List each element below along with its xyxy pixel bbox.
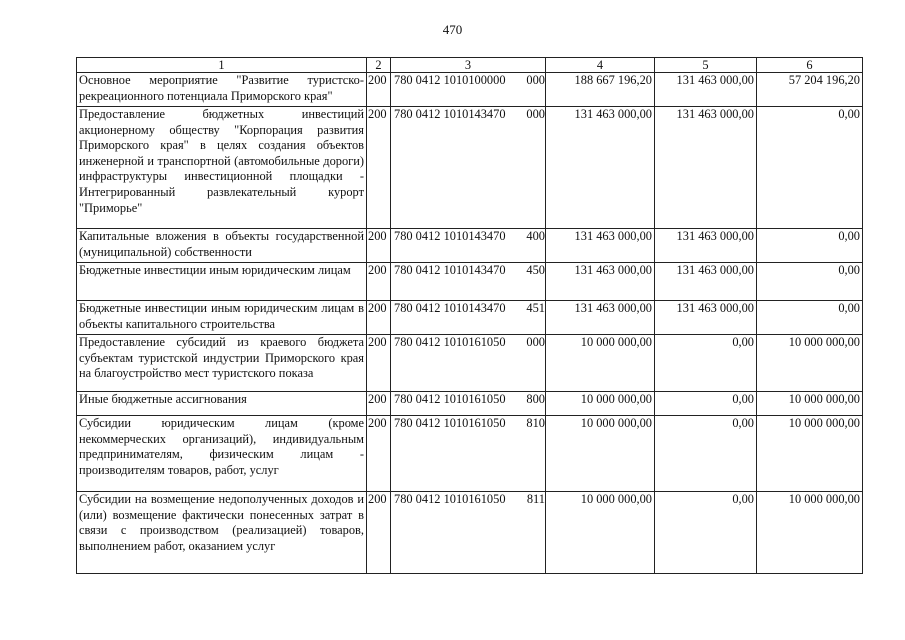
row-amount-col5: 131 463 000,00: [655, 229, 757, 263]
row-amount-col4: 131 463 000,00: [546, 301, 655, 335]
row-admin-code: 200: [367, 335, 391, 392]
table-header-row: [77, 58, 863, 73]
row-classification-code: [391, 492, 546, 574]
row-description: Иные бюджетные ассигнования: [77, 392, 367, 416]
row-amount-col6: 0,00: [757, 229, 863, 263]
row-description: Субсидии юридическим лицам (кроме некоммерческих организаций), индивидуальным предпринимателям, физическим лицам - производителям товаров, работ, услуг: [77, 416, 367, 492]
row-amount-col6: 10 000 000,00: [757, 416, 863, 492]
row-amount-col4: 188 667 196,20: [546, 73, 655, 107]
row-classification-code: [391, 416, 546, 492]
row-classification-code: [391, 229, 546, 263]
row-amount-col6: 0,00: [757, 107, 863, 229]
row-amount-col4: 10 000 000,00: [546, 416, 655, 492]
row-amount-col5: 0,00: [655, 492, 757, 574]
row-amount-col6: 57 204 196,20: [757, 73, 863, 107]
table-row: [77, 107, 863, 229]
row-amount-col5: 0,00: [655, 392, 757, 416]
row-expense-type: 000: [526, 73, 545, 87]
row-admin-code: 200: [367, 301, 391, 335]
column-header: 5: [655, 58, 757, 73]
table-row: [77, 229, 863, 263]
row-amount-col6: 10 000 000,00: [757, 392, 863, 416]
row-admin-code: 200: [367, 73, 391, 107]
row-description: Бюджетные инвестиции иным юридическим лицам: [77, 263, 367, 301]
row-amount-col4: 10 000 000,00: [546, 392, 655, 416]
row-section-code: 780 0412 1010161050: [394, 335, 506, 349]
row-admin-code: 200: [367, 263, 391, 301]
row-expense-type: 811: [526, 492, 545, 506]
row-admin-code: 200: [367, 492, 391, 574]
row-amount-col5: 0,00: [655, 335, 757, 392]
table-row: [77, 416, 863, 492]
row-expense-type: 000: [526, 107, 545, 121]
table-row: [77, 392, 863, 416]
row-section-code: 780 0412 1010161050: [394, 492, 506, 506]
column-header: 2: [367, 58, 391, 73]
row-admin-code: 200: [367, 229, 391, 263]
column-header: 3: [391, 58, 546, 73]
row-classification-code: [391, 335, 546, 392]
row-description: Капитальные вложения в объекты государственной (муниципальной) собственности: [77, 229, 367, 263]
row-amount-col6: 0,00: [757, 263, 863, 301]
column-header: 4: [546, 58, 655, 73]
row-amount-col6: 10 000 000,00: [757, 492, 863, 574]
table-row: [77, 492, 863, 574]
row-description: Субсидии на возмещение недополученных доходов и (или) возмещение фактически понесенных затрат в связи с производством (реализацией) товаров, выполнением работ, оказанием услуг: [77, 492, 367, 574]
row-amount-col5: 131 463 000,00: [655, 301, 757, 335]
row-amount-col4: 131 463 000,00: [546, 229, 655, 263]
page-number: 470: [442, 22, 463, 37]
row-expense-type: 000: [526, 335, 545, 349]
row-classification-code: [391, 392, 546, 416]
row-section-code: 780 0412 1010161050: [394, 392, 506, 406]
row-amount-col5: 0,00: [655, 416, 757, 492]
row-expense-type: 810: [526, 416, 545, 430]
row-amount-col4: 131 463 000,00: [546, 263, 655, 301]
row-classification-code: [391, 263, 546, 301]
row-section-code: 780 0412 1010143470: [394, 263, 506, 277]
column-header: 1: [77, 58, 367, 73]
row-section-code: 780 0412 1010143470: [394, 301, 506, 315]
row-description: Предоставление субсидий из краевого бюджета субъектам туристской индустрии Приморского края на благоустройство мест туристского показа: [77, 335, 367, 392]
row-amount-col5: 131 463 000,00: [655, 107, 757, 229]
table-row: [77, 73, 863, 107]
row-section-code: 780 0412 1010161050: [394, 416, 506, 430]
row-expense-type: 800: [526, 392, 545, 406]
row-classification-code: [391, 73, 546, 107]
budget-table: [76, 57, 863, 574]
row-description: Основное мероприятие "Развитие туристско-рекреационного потенциала Приморского края": [77, 73, 367, 107]
table-row: [77, 301, 863, 335]
row-section-code: 780 0412 1010143470: [394, 107, 506, 121]
table-row: [77, 335, 863, 392]
row-expense-type: 400: [526, 229, 545, 243]
row-description: Бюджетные инвестиции иным юридическим лицам в объекты капитального строительства: [77, 301, 367, 335]
row-classification-code: [391, 107, 546, 229]
row-amount-col6: 10 000 000,00: [757, 335, 863, 392]
row-amount-col4: 131 463 000,00: [546, 107, 655, 229]
row-admin-code: 200: [367, 107, 391, 229]
column-header: 6: [757, 58, 863, 73]
row-amount-col5: 131 463 000,00: [655, 73, 757, 107]
row-classification-code: [391, 301, 546, 335]
row-description: Предоставление бюджетных инвестиций акционерному обществу "Корпорация развития Приморского края" в целях создания объектов инженерной и транспортной (автомобильные дороги) инфраструктуры инвестиционной площадки - Интегрированный развлекательный курорт "Приморье": [77, 107, 367, 229]
row-amount-col6: 0,00: [757, 301, 863, 335]
row-admin-code: 200: [367, 392, 391, 416]
row-amount-col4: 10 000 000,00: [546, 492, 655, 574]
row-section-code: 780 0412 1010143470: [394, 229, 506, 243]
row-section-code: 780 0412 1010100000: [394, 73, 506, 87]
row-amount-col5: 131 463 000,00: [655, 263, 757, 301]
row-expense-type: 450: [526, 263, 545, 277]
row-amount-col4: 10 000 000,00: [546, 335, 655, 392]
table-row: [77, 263, 863, 301]
row-expense-type: 451: [526, 301, 545, 315]
row-admin-code: 200: [367, 416, 391, 492]
